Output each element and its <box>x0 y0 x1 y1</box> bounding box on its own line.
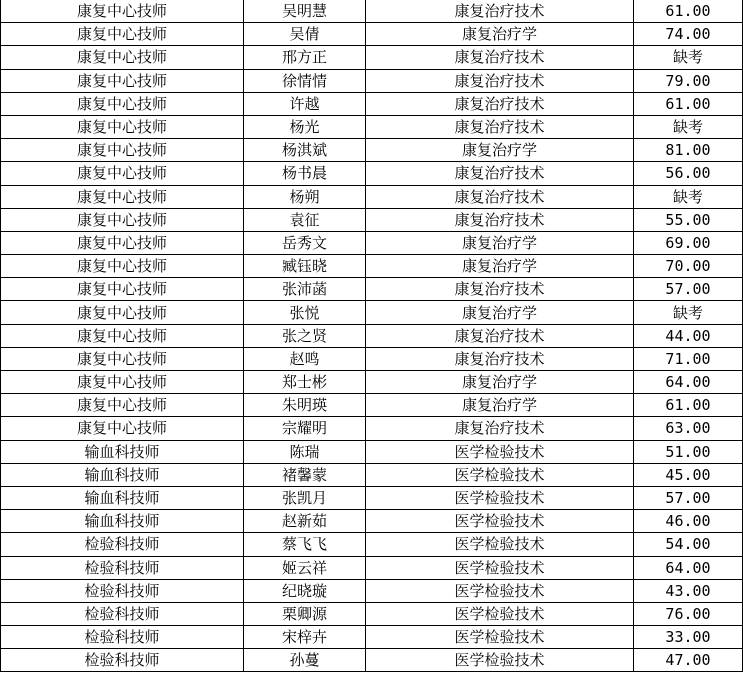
position-cell: 输血科技师 <box>1 463 244 486</box>
name-cell: 吴倩 <box>244 23 366 46</box>
position-cell: 康复中心技师 <box>1 139 244 162</box>
table-row <box>1 463 743 486</box>
major-cell: 康复治疗技术 <box>366 347 634 370</box>
table-row <box>1 69 743 92</box>
position-cell: 康复中心技师 <box>1 208 244 231</box>
score-cell: 54.00 <box>634 533 743 556</box>
position-cell: 检验科技师 <box>1 649 244 672</box>
score-cell: 56.00 <box>634 162 743 185</box>
major-cell: 康复治疗学 <box>366 255 634 278</box>
major-cell: 医学检验技术 <box>366 579 634 602</box>
name-cell: 姬云祥 <box>244 556 366 579</box>
position-cell: 康复中心技师 <box>1 371 244 394</box>
major-cell: 康复治疗技术 <box>366 69 634 92</box>
position-cell: 康复中心技师 <box>1 162 244 185</box>
position-cell: 康复中心技师 <box>1 394 244 417</box>
name-cell: 张之贤 <box>244 324 366 347</box>
table-row <box>1 347 743 370</box>
name-cell: 杨淇斌 <box>244 139 366 162</box>
table-row <box>1 486 743 509</box>
name-cell: 张凯月 <box>244 486 366 509</box>
table-row <box>1 417 743 440</box>
position-cell: 康复中心技师 <box>1 185 244 208</box>
major-cell: 医学检验技术 <box>366 486 634 509</box>
position-cell: 康复中心技师 <box>1 46 244 69</box>
name-cell: 吴明慧 <box>244 0 366 23</box>
position-cell: 输血科技师 <box>1 486 244 509</box>
table-row <box>1 0 743 23</box>
score-cell: 33.00 <box>634 626 743 649</box>
name-cell: 岳秀文 <box>244 231 366 254</box>
name-cell: 邢方正 <box>244 46 366 69</box>
table-row <box>1 394 743 417</box>
major-cell: 康复治疗学 <box>366 23 634 46</box>
score-cell: 55.00 <box>634 208 743 231</box>
score-cell: 缺考 <box>634 46 743 69</box>
major-cell: 医学检验技术 <box>366 649 634 672</box>
score-cell: 44.00 <box>634 324 743 347</box>
major-cell: 医学检验技术 <box>366 510 634 533</box>
major-cell: 康复治疗技术 <box>366 46 634 69</box>
table-row <box>1 278 743 301</box>
major-cell: 康复治疗技术 <box>366 115 634 138</box>
table-row <box>1 255 743 278</box>
name-cell: 宋梓卉 <box>244 626 366 649</box>
score-cell: 43.00 <box>634 579 743 602</box>
position-cell: 康复中心技师 <box>1 231 244 254</box>
name-cell: 臧钰晓 <box>244 255 366 278</box>
major-cell: 康复治疗学 <box>366 394 634 417</box>
score-cell: 47.00 <box>634 649 743 672</box>
score-cell: 57.00 <box>634 486 743 509</box>
table-row <box>1 440 743 463</box>
name-cell: 许越 <box>244 92 366 115</box>
name-cell: 张沛菡 <box>244 278 366 301</box>
major-cell: 康复治疗技术 <box>366 417 634 440</box>
score-cell: 63.00 <box>634 417 743 440</box>
position-cell: 检验科技师 <box>1 626 244 649</box>
position-cell: 康复中心技师 <box>1 347 244 370</box>
name-cell: 纪晓璇 <box>244 579 366 602</box>
major-cell: 康复治疗技术 <box>366 185 634 208</box>
name-cell: 褚馨蒙 <box>244 463 366 486</box>
table-row <box>1 556 743 579</box>
name-cell: 孙蔓 <box>244 649 366 672</box>
position-cell: 输血科技师 <box>1 510 244 533</box>
name-cell: 杨书晨 <box>244 162 366 185</box>
major-cell: 康复治疗学 <box>366 371 634 394</box>
table-row <box>1 301 743 324</box>
position-cell: 康复中心技师 <box>1 324 244 347</box>
name-cell: 徐情情 <box>244 69 366 92</box>
score-cell: 61.00 <box>634 0 743 23</box>
name-cell: 宗耀明 <box>244 417 366 440</box>
position-cell: 康复中心技师 <box>1 92 244 115</box>
major-cell: 医学检验技术 <box>366 533 634 556</box>
major-cell: 康复治疗技术 <box>366 92 634 115</box>
table-row <box>1 649 743 672</box>
name-cell: 蔡飞飞 <box>244 533 366 556</box>
score-cell: 69.00 <box>634 231 743 254</box>
major-cell: 医学检验技术 <box>366 626 634 649</box>
table-row <box>1 371 743 394</box>
position-cell: 检验科技师 <box>1 579 244 602</box>
table-row <box>1 510 743 533</box>
major-cell: 医学检验技术 <box>366 556 634 579</box>
position-cell: 康复中心技师 <box>1 115 244 138</box>
position-cell: 康复中心技师 <box>1 417 244 440</box>
position-cell: 康复中心技师 <box>1 301 244 324</box>
major-cell: 康复治疗技术 <box>366 278 634 301</box>
score-cell: 70.00 <box>634 255 743 278</box>
table-row <box>1 533 743 556</box>
score-cell: 51.00 <box>634 440 743 463</box>
score-cell: 缺考 <box>634 185 743 208</box>
table-row <box>1 602 743 625</box>
score-cell: 71.00 <box>634 347 743 370</box>
table-row <box>1 23 743 46</box>
table-row <box>1 185 743 208</box>
score-cell: 缺考 <box>634 301 743 324</box>
major-cell: 康复治疗技术 <box>366 324 634 347</box>
major-cell: 医学检验技术 <box>366 440 634 463</box>
name-cell: 陈瑞 <box>244 440 366 463</box>
score-table-body <box>1 0 743 672</box>
major-cell: 康复治疗技术 <box>366 0 634 23</box>
table-row <box>1 579 743 602</box>
major-cell: 康复治疗学 <box>366 139 634 162</box>
position-cell: 康复中心技师 <box>1 255 244 278</box>
score-cell: 76.00 <box>634 602 743 625</box>
name-cell: 杨朔 <box>244 185 366 208</box>
table-row <box>1 115 743 138</box>
score-cell: 缺考 <box>634 115 743 138</box>
major-cell: 康复治疗技术 <box>366 208 634 231</box>
position-cell: 康复中心技师 <box>1 69 244 92</box>
position-cell: 康复中心技师 <box>1 23 244 46</box>
score-cell: 74.00 <box>634 23 743 46</box>
name-cell: 朱明瑛 <box>244 394 366 417</box>
table-row <box>1 46 743 69</box>
position-cell: 康复中心技师 <box>1 278 244 301</box>
table-row <box>1 92 743 115</box>
position-cell: 检验科技师 <box>1 556 244 579</box>
table-row <box>1 231 743 254</box>
score-cell: 57.00 <box>634 278 743 301</box>
position-cell: 检验科技师 <box>1 533 244 556</box>
table-row <box>1 324 743 347</box>
major-cell: 康复治疗学 <box>366 301 634 324</box>
score-cell: 46.00 <box>634 510 743 533</box>
name-cell: 张悦 <box>244 301 366 324</box>
score-cell: 64.00 <box>634 371 743 394</box>
name-cell: 郑士彬 <box>244 371 366 394</box>
position-cell: 输血科技师 <box>1 440 244 463</box>
name-cell: 赵新茹 <box>244 510 366 533</box>
table-row <box>1 208 743 231</box>
major-cell: 康复治疗学 <box>366 231 634 254</box>
major-cell: 康复治疗技术 <box>366 162 634 185</box>
name-cell: 栗卿源 <box>244 602 366 625</box>
name-cell: 袁征 <box>244 208 366 231</box>
major-cell: 医学检验技术 <box>366 602 634 625</box>
table-row <box>1 162 743 185</box>
name-cell: 赵鸣 <box>244 347 366 370</box>
score-cell: 79.00 <box>634 69 743 92</box>
score-cell: 81.00 <box>634 139 743 162</box>
major-cell: 医学检验技术 <box>366 463 634 486</box>
table-row <box>1 139 743 162</box>
score-cell: 61.00 <box>634 92 743 115</box>
score-cell: 61.00 <box>634 394 743 417</box>
name-cell: 杨光 <box>244 115 366 138</box>
table-row <box>1 626 743 649</box>
score-cell: 64.00 <box>634 556 743 579</box>
position-cell: 检验科技师 <box>1 602 244 625</box>
score-cell: 45.00 <box>634 463 743 486</box>
position-cell: 康复中心技师 <box>1 0 244 23</box>
